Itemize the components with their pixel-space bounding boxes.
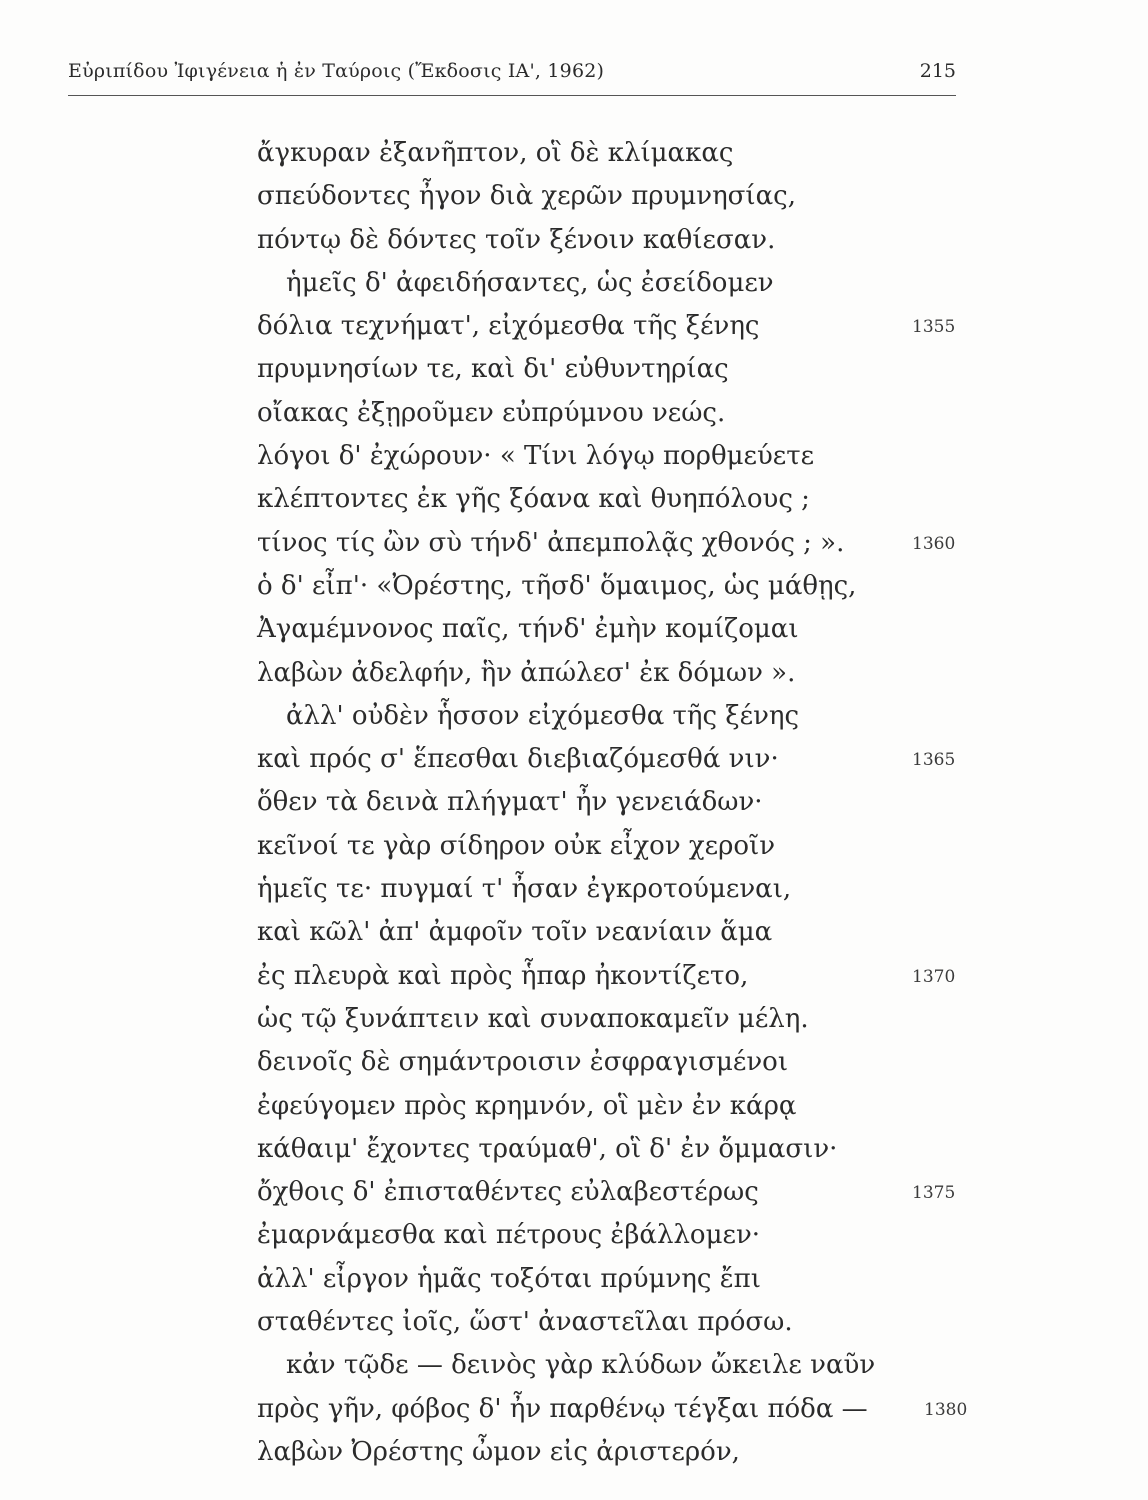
verse-text: οἴακας ἐξῃροῦμεν εὐπρύμνου νεώς. bbox=[257, 397, 726, 428]
verse-text: καὶ κῶλ' ἀπ' ἀμφοῖν τοῖν νεανίαιν ἅμα bbox=[257, 917, 773, 948]
verse-line bbox=[0, 1431, 1148, 1474]
verse-line bbox=[0, 652, 1148, 695]
verse-text: ἐφεύγομεν πρὸς κρημνόν, οἳ μὲν ἐν κάρᾳ bbox=[257, 1090, 797, 1121]
verse-line bbox=[0, 1258, 1148, 1301]
verse-text: κἀν τῷδε — δεινὸς γὰρ κλύδων ὤκειλε ναῦν bbox=[286, 1350, 876, 1381]
running-header bbox=[68, 60, 956, 94]
verse-text: ἐμαρνάμεσθα καὶ πέτρους ἐβάλλομεν· bbox=[257, 1220, 761, 1251]
line-number: 1355 bbox=[912, 317, 956, 338]
verse-line bbox=[0, 565, 1148, 608]
verse-line bbox=[0, 781, 1148, 824]
verse-line bbox=[0, 132, 1148, 175]
verse-line bbox=[0, 392, 1148, 435]
verse-line bbox=[0, 522, 1148, 565]
verse-text: πρὸς γῆν, φόβος δ' ἦν παρθένῳ τέγξαι πόδα — bbox=[257, 1393, 868, 1424]
verse-text: ἡμεῖς δ' ἀφειδήσαντες, ὡς ἐσείδομεν bbox=[286, 267, 774, 298]
verse-line bbox=[0, 1085, 1148, 1128]
verse-line bbox=[0, 695, 1148, 738]
verse-text: κεῖνοί τε γὰρ σίδηρον οὐκ εἶχον χεροῖν bbox=[257, 830, 776, 861]
verse-line bbox=[0, 1171, 1148, 1214]
verse-block bbox=[0, 132, 1148, 1474]
verse-line bbox=[0, 478, 1148, 521]
line-number: 1380 bbox=[924, 1399, 968, 1420]
verse-line bbox=[0, 608, 1148, 651]
verse-line bbox=[0, 435, 1148, 478]
verse-line bbox=[0, 262, 1148, 305]
verse-line bbox=[0, 998, 1148, 1041]
verse-text: ὅθεν τὰ δεινὰ πλήγματ' ἦν γενειάδων· bbox=[257, 787, 763, 818]
verse-text: ὡς τῷ ξυνάπτειν καὶ συναποκαμεῖν μέλη. bbox=[257, 1003, 809, 1034]
verse-text: ὁ δ' εἶπ'· «Ὀρέστης, τῆσδ' ὅμαιμος, ὡς μάθῃς, bbox=[257, 570, 857, 601]
verse-line bbox=[0, 825, 1148, 868]
verse-text: λαβὼν Ὀρέστης ὦμον εἰς ἀριστερόν, bbox=[257, 1436, 740, 1467]
line-number: 1370 bbox=[912, 966, 956, 987]
verse-text: σπεύδοντες ἦγον διὰ χερῶν πρυμνησίας, bbox=[257, 181, 796, 212]
line-number: 1375 bbox=[912, 1183, 956, 1204]
verse-text: σταθέντες ἰοῖς, ὥστ' ἀναστεῖλαι πρόσω. bbox=[257, 1307, 793, 1338]
verse-text: Ἀγαμέμνονος παῖς, τήνδ' ἐμὴν κομίζομαι bbox=[257, 614, 799, 645]
verse-line bbox=[0, 1041, 1148, 1084]
verse-line bbox=[0, 1128, 1148, 1171]
verse-line bbox=[0, 1344, 1148, 1387]
verse-text: λαβὼν ἀδελφήν, ἣν ἀπώλεσ' ἐκ δόμων ». bbox=[257, 657, 796, 688]
verse-text: ἐς πλευρὰ καὶ πρὸς ἧπαρ ἠκοντίζετο, bbox=[257, 960, 749, 991]
header-rule bbox=[68, 95, 956, 96]
verse-line bbox=[0, 1301, 1148, 1344]
verse-line bbox=[0, 1214, 1148, 1257]
verse-text: ὄχθοις δ' ἐπισταθέντες εὐλαβεστέρως bbox=[257, 1177, 759, 1208]
verse-line bbox=[0, 738, 1148, 781]
verse-line bbox=[0, 175, 1148, 218]
verse-text: λόγοι δ' ἐχώρουν· « Τίνι λόγῳ πορθμεύετε bbox=[257, 441, 815, 472]
verse-text: ἡμεῖς τε· πυγμαί τ' ἦσαν ἐγκροτούμεναι, bbox=[257, 874, 792, 905]
verse-text: τίνος τίς ὢν σὺ τήνδ' ἀπεμπολᾷς χθονός ; ». bbox=[257, 527, 845, 558]
verse-line bbox=[0, 868, 1148, 911]
verse-line bbox=[0, 911, 1148, 954]
verse-text: ἀλλ' οὐδὲν ἧσσον εἰχόμεσθα τῆς ξένης bbox=[286, 700, 800, 731]
verse-text: δεινοῖς δὲ σημάντροισιν ἐσφραγισμένοι bbox=[257, 1047, 789, 1078]
verse-line bbox=[0, 219, 1148, 262]
verse-text: καὶ πρός σ' ἕπεσθαι διεβιαζόμεσθά νιν· bbox=[257, 744, 779, 775]
line-number: 1360 bbox=[912, 533, 956, 554]
verse-line bbox=[0, 348, 1148, 391]
verse-text: κάθαιμ' ἔχοντες τραύμαθ', οἳ δ' ἐν ὄμμασιν· bbox=[257, 1133, 838, 1164]
running-title: Εὐριπίδου Ἰφιγένεια ἡ ἐν Ταύροις (Ἔκδοσις ΙΑ', 1962) bbox=[68, 60, 605, 82]
verse-text: ἀλλ' εἶργον ἡμᾶς τοξόται πρύμνης ἔπι bbox=[257, 1263, 761, 1294]
verse-text: πρυμνησίων τε, καὶ δι' εὐθυντηρίας bbox=[257, 354, 729, 385]
verse-line bbox=[0, 1388, 1148, 1431]
page-number: 215 bbox=[919, 60, 956, 82]
verse-text: κλέπτοντες ἐκ γῆς ξόανα καὶ θυηπόλους ; bbox=[257, 484, 810, 515]
verse-text: ἄγκυραν ἐξανῆπτον, οἳ δὲ κλίμακας bbox=[257, 138, 734, 168]
verse-text: πόντῳ δὲ δόντες τοῖν ξένοιν καθίεσαν. bbox=[257, 224, 776, 255]
verse-line bbox=[0, 955, 1148, 998]
verse-line bbox=[0, 305, 1148, 348]
line-number: 1365 bbox=[912, 750, 956, 771]
verse-text: δόλια τεχνήματ', εἰχόμεσθα τῆς ξένης bbox=[257, 311, 760, 342]
